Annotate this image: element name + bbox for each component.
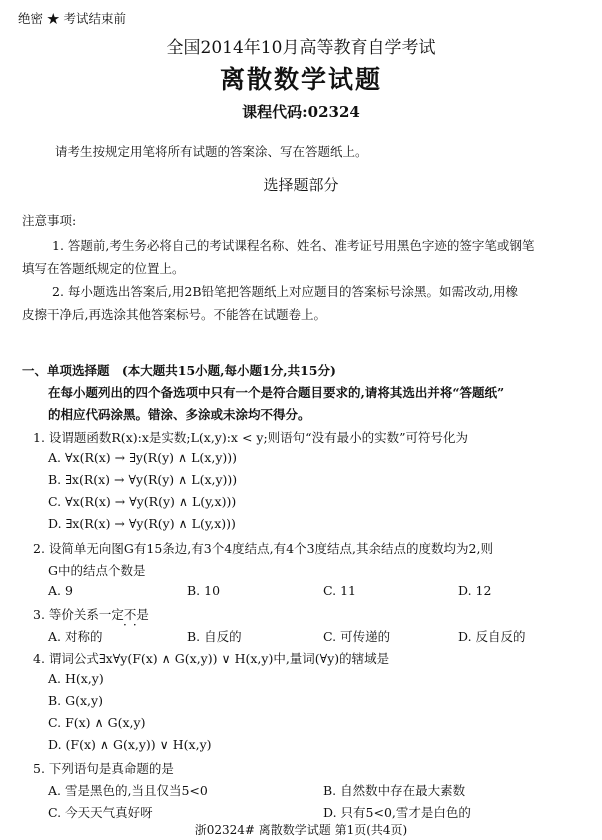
question-2-option-a: A. 9 [48, 583, 73, 598]
question-5-stem: 5. 下列语句是真命题的是 [33, 761, 174, 776]
emphasis-dots: ·· [123, 618, 143, 632]
question-1-option-d: D. ∃x(R(x) → ∀y(R(y) ∧ L(y,x))) [48, 516, 236, 531]
page-title: 离散数学试题 [219, 65, 382, 94]
notes-heading: 注意事项: [22, 213, 77, 228]
question-3-stem: 3. 等价关系一定不是 [33, 607, 149, 622]
part1-heading-note: (本大题共15小题,每小题1分,共15分) [121, 363, 336, 378]
question-4-option-b: B. G(x,y) [48, 693, 103, 708]
question-2-option-c: C. 11 [323, 583, 356, 598]
question-5-option-a: A. 雪是黑色的,当且仅当5<0 [48, 783, 208, 798]
question-5-option-c: C. 今天天气真好呀 [48, 805, 153, 820]
part1-instruction-line-1: 在每小题列出的四个备选项中只有一个是符合题目要求的,请将其选出并将“答题纸” [48, 385, 505, 400]
question-3-option-c: C. 可传递的 [323, 629, 391, 644]
question-1-option-a: A. ∀x(R(x) → ∃y(R(y) ∧ L(x,y))) [48, 450, 238, 465]
question-5-option-b: B. 自然数中存在最大素数 [323, 783, 466, 798]
secret-mark: 绝密 ★ 考试结束前 [18, 11, 126, 26]
question-2-option-b: B. 10 [187, 583, 221, 598]
question-5-option-d: D. 只有5<0,雪才是白色的 [323, 805, 471, 820]
question-1-option-c: C. ∀x(R(x) → ∀y(R(y) ∧ L(y,x))) [48, 494, 237, 509]
note-2-line-2: 皮擦干净后,再选涂其他答案标号。不能答在试题卷上。 [22, 307, 326, 322]
question-1-stem: 1. 设谓题函数R(x):x是实数;L(x,y):x < y;则语句“没有最小的实数”可符号化为 [33, 430, 468, 445]
question-2-stem-line-2: G中的结点个数是 [48, 563, 146, 578]
course-code: 课程代码:02324 [242, 103, 360, 121]
question-4-stem: 4. 谓词公式∃x∀y(F(x) ∧ G(x,y)) ∨ H(x,y)中,量词(∀y)的辖域是 [33, 651, 390, 666]
exam-line: 全国2014年10月高等教育自学考试 [166, 38, 436, 58]
question-3-option-a: A. 对称的 [48, 629, 103, 644]
part1-heading [22, 361, 336, 379]
note-2-line-1: 2. 每小题选出答案后,用2B铅笔把答题纸上对应题目的答案标号涂黑。如需改动,用橡 [52, 284, 518, 299]
question-3-option-b: B. 自反的 [187, 629, 242, 644]
question-4-option-a: A. H(x,y) [48, 671, 104, 686]
part1-instruction-line-2: 的相应代码涂黑。错涂、多涂或未涂均不得分。 [48, 407, 311, 422]
part1-heading-label: 一、单项选择题 [22, 363, 110, 378]
question-4-option-d: D. (F(x) ∧ G(x,y)) ∨ H(x,y) [48, 737, 212, 752]
note-1-line-1: 1. 答题前,考生务必将自己的考试课程名称、姓名、准考证号用黑色字迹的签字笔或钢笔 [52, 238, 535, 253]
question-1-option-b: B. ∃x(R(x) → ∀y(R(y) ∧ L(x,y))) [48, 472, 238, 487]
question-4-option-c: C. F(x) ∧ G(x,y) [48, 715, 146, 730]
question-3-option-d: D. 反自反的 [458, 629, 526, 644]
intro-text: 请考生按规定用笔将所有试题的答案涂、写在答题纸上。 [55, 144, 368, 159]
section-title: 选择题部分 [263, 176, 339, 194]
question-2-option-d: D. 12 [458, 583, 492, 598]
question-2-stem-line-1: 2. 设简单无向图G有15条边,有3个4度结点,有4个3度结点,其余结点的度数均为2,则 [33, 541, 493, 556]
page-footer: 浙02324# 离散数学试题 第1页(共4页) [194, 823, 408, 837]
note-1-line-2: 填写在答题纸规定的位置上。 [22, 261, 185, 276]
